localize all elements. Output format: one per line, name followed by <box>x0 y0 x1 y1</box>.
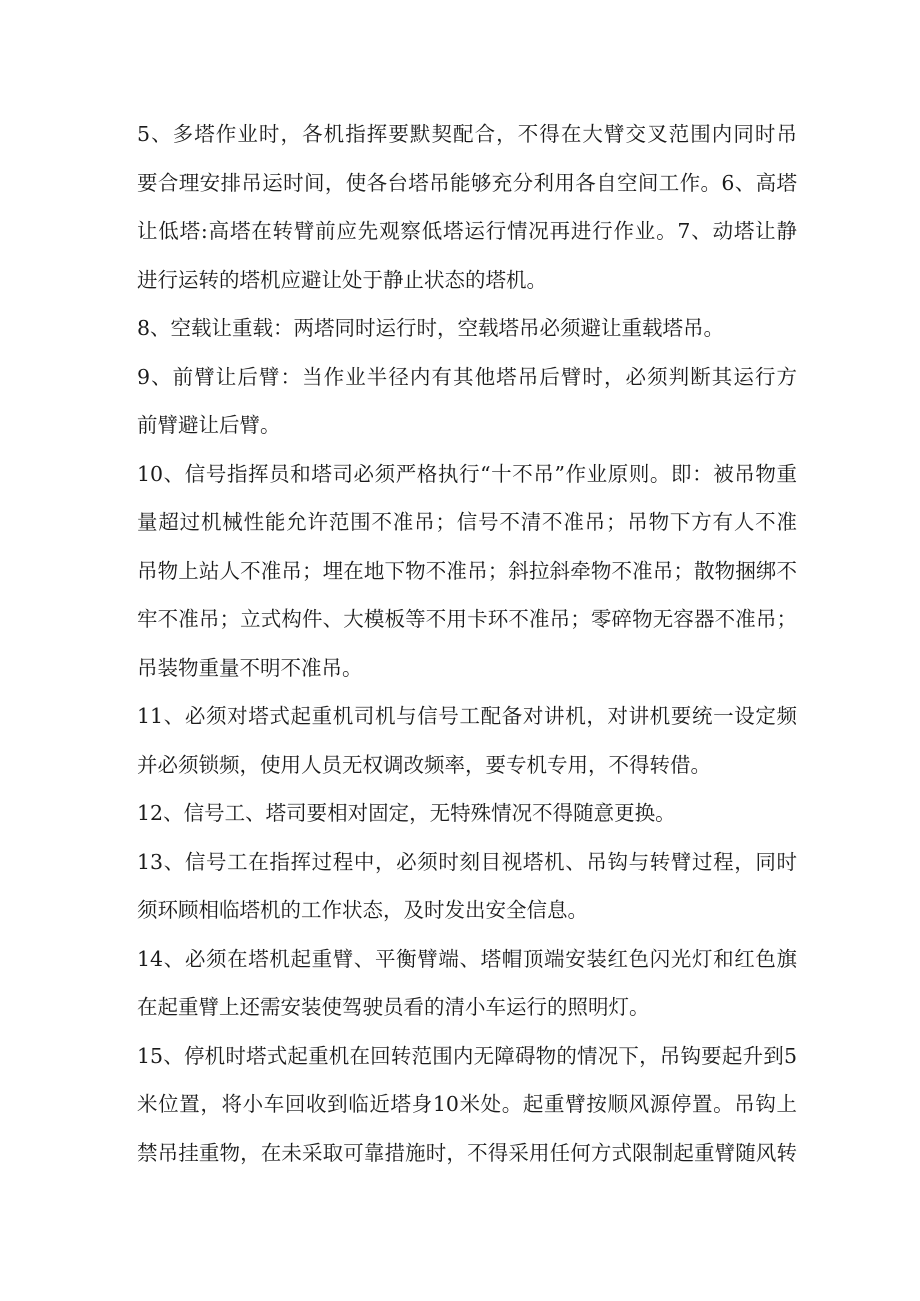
paragraph-8 <box>137 304 797 353</box>
paragraph-10 <box>137 450 797 693</box>
paragraph-12 <box>137 789 797 838</box>
paragraph-5 <box>137 110 797 304</box>
text-line: 5、多塔作业时，各机指挥要默契配合，不得在大臂交叉范围内同时吊 <box>137 122 797 146</box>
text-line: 在起重臂上还需安装使驾驶员看的清小车运行的照明灯。 <box>137 995 650 1019</box>
text-line: 前臂避让后臂。 <box>137 413 281 437</box>
text-line: 12、信号工、塔司要相对固定，无特殊情况不得随意更换。 <box>137 801 676 825</box>
paragraph-11 <box>137 692 797 789</box>
text-line: 8、空载让重载：两塔同时运行时，空载塔吊必须避让重载塔吊。 <box>137 316 725 340</box>
text-line: 要合理安排吊运时间，使各台塔吊能够充分利用各自空间工作。6、高塔 <box>137 170 797 195</box>
text-line: 进行运转的塔机应避让处于静止状态的塔机。 <box>137 267 547 292</box>
paragraph-9 <box>137 353 797 450</box>
text-line: 9、前臂让后臂：当作业半径内有其他塔吊后臂时，必须判断其运行方 <box>137 364 797 389</box>
text-line: 让低塔:高塔在转臂前应先观察低塔运行情况再进行作业。7、动塔让静 <box>137 219 797 243</box>
text-line: 牢不准吊；立式构件、大模板等不用卡环不准吊；零碎物无容器不准吊； <box>137 607 797 631</box>
text-line: 须环顾相临塔机的工作状态，及时发出安全信息。 <box>137 898 588 922</box>
paragraph-14 <box>137 935 797 1032</box>
text-line: 11、必须对塔式起重机司机与信号工配备对讲机，对讲机要统一设定频 <box>137 704 797 728</box>
text-line: 禁吊挂重物，在未采取可靠措施时，不得采用任何方式限制起重臂随风转 <box>137 1140 797 1165</box>
text-line: 吊装物重量不明不准吊。 <box>137 655 363 680</box>
text-line: 米位置，将小车回收到临近塔身10米处。起重臂按顺风源停置。吊钩上 <box>137 1092 797 1116</box>
paragraph-15 <box>137 1032 797 1178</box>
text-line: 吊物上站人不准吊；埋在地下物不准吊；斜拉斜牵物不准吊；散物捆绑不 <box>137 558 797 583</box>
text-line: 并必须锁频，使用人员无权调改频率，要专机专用，不得转借。 <box>137 752 711 777</box>
document-body <box>137 110 797 1177</box>
text-line: 10、信号指挥员和塔司必须严格执行“十不吊”作业原则。即：被吊物重 <box>137 461 797 486</box>
text-line: 13、信号工在指挥过程中，必须时刻目视塔机、吊钩与转臂过程，同时 <box>137 849 797 874</box>
paragraph-13 <box>137 838 797 935</box>
text-line: 15、停机时塔式起重机在回转范围内无障碍物的情况下，吊钩要起升到5 <box>137 1043 797 1068</box>
text-line: 量超过机械性能允许范围不准吊；信号不清不准吊；吊物下方有人不准 <box>137 510 797 534</box>
text-line: 14、必须在塔机起重臂、平衡臂端、塔帽顶端安装红色闪光灯和红色旗 <box>137 946 797 971</box>
